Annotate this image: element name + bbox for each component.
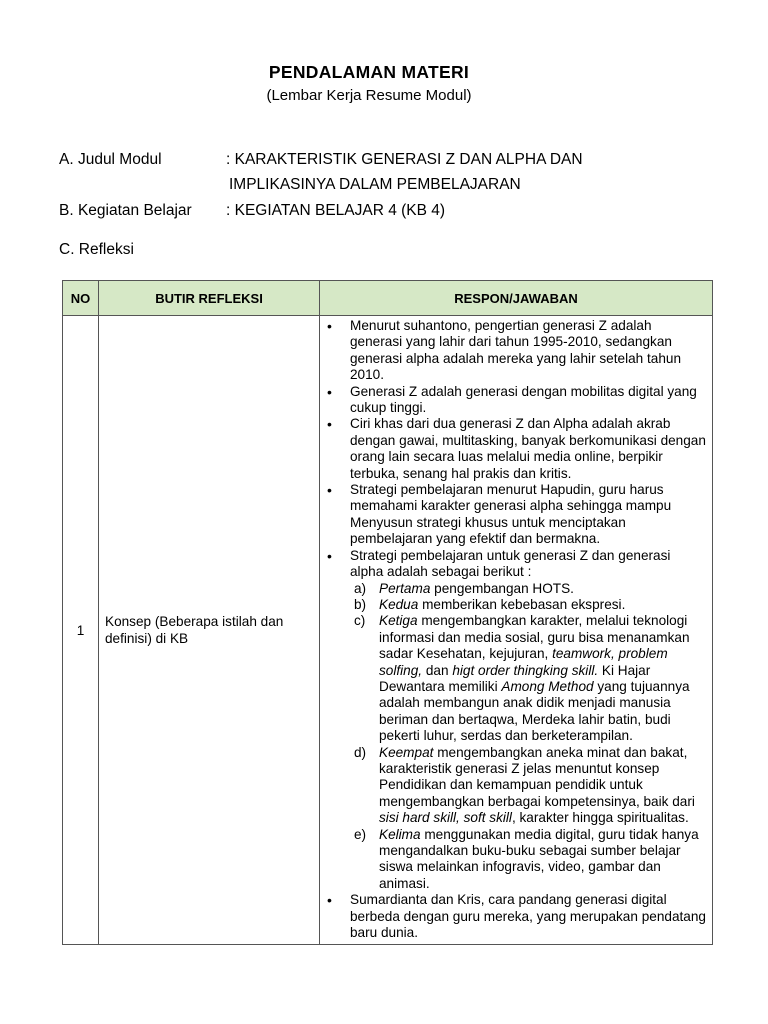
sub-marker: b) xyxy=(354,596,367,612)
respon-list xyxy=(324,318,706,941)
judul-modul-label: A. Judul Modul xyxy=(59,151,162,168)
strategi-sublist xyxy=(350,581,706,893)
table-header-row xyxy=(63,281,713,316)
table-row xyxy=(63,316,713,945)
sub-marker: c) xyxy=(354,613,366,629)
sub-emphasis: Keempat xyxy=(379,744,434,760)
sub-item-a xyxy=(354,581,706,597)
sub-emphasis: higt order thingking skill. xyxy=(452,662,599,678)
sub-text: Ki Hajar Dewantara memiliki xyxy=(379,662,651,694)
judul-modul-row xyxy=(59,151,583,169)
list-item-strategi xyxy=(324,548,706,893)
sub-emphasis: teamwork, problem solfing, xyxy=(379,646,668,678)
sub-text: memberikan kebebasan ekspresi. xyxy=(418,596,626,612)
page-title: PENDALAMAN MATERI xyxy=(268,62,470,82)
sub-marker: d) xyxy=(354,744,367,760)
sub-text: mengembangkan karakter, melalui teknologi informasi dan media sosial, guru bisa menanamkan sadar Kesehatan, kejujuran, xyxy=(379,613,690,662)
sub-text: , karakter hingga spiritualitas. xyxy=(511,810,689,826)
list-item: • Sumardianta dan Kris, cara pandang generasi digital berbeda dengan guru mereka, yang merupakan pendatang baru dunia. xyxy=(324,892,706,941)
sub-text: yang tujuannya adalah membangun anak didik menjadi manusia beriman dan bertaqwa, Merdeka lahir batin, budi pekerti luhur, serdas dan berketerampilan. xyxy=(379,678,690,744)
strategi-intro: Strategi pembelajaran untuk generasi Z dan generasi alpha adalah sebagai berikut : xyxy=(350,547,671,580)
kegiatan-belajar-row xyxy=(59,202,446,220)
header-butir: BUTIR REFLEKSI xyxy=(99,281,320,316)
refleksi-table xyxy=(62,280,713,945)
judul-modul-value: : KARAKTERISTIK GENERASI Z DAN ALPHA DAN xyxy=(226,151,583,168)
judul-modul-value-cont: IMPLIKASINYA DALAM PEMBELAJARAN xyxy=(229,176,521,193)
row-number: 1 xyxy=(63,316,99,945)
header-no: NO xyxy=(63,281,99,316)
list-item: • Menurut suhantono, pengertian generasi Z adalah generasi yang lahir dari tahun 1995-2010, sedangkan generasi alpha adalah mereka yang lahir setelah tahun 2010. xyxy=(324,318,706,384)
sub-item-e xyxy=(354,827,706,893)
sub-text: mengembangkan aneka minat dan bakat, karakteristik generasi Z jelas menuntut konsep Pendidikan dan kemampuan pendidik untuk mengembangkan berbagai kompetensinya, baik dari xyxy=(379,744,695,809)
sub-emphasis: Ketiga xyxy=(379,613,418,629)
sub-item-b xyxy=(354,597,706,613)
sub-item-d xyxy=(354,745,706,827)
row-respon xyxy=(320,316,713,945)
list-item: • Strategi pembelajaran menurut Hapudin, guru harus memahami karakter generasi alpha sehingga mampu Menyusun strategi khusus untuk menciptakan pembelajaran yang efektif dan bermakna. xyxy=(324,482,706,548)
list-item: • Ciri khas dari dua generasi Z dan Alpha adalah akrab dengan gawai, multitasking, banyak berkomunikasi dengan orang lain secara luas melalui media online, berpikir terbuka, senang hal prakis dan kritis. xyxy=(324,416,706,482)
row-butir: Konsep (Beberapa istilah dan definisi) di KB xyxy=(99,316,320,945)
header-respon: RESPON/JAWABAN xyxy=(320,281,713,316)
refleksi-row xyxy=(59,241,134,259)
page-subtitle: (Lembar Kerja Resume Modul) xyxy=(266,87,472,104)
sub-text: menggunakan media digital, guru tidak hanya mengandalkan buku-buku sebagai sumber belajar siswa melainkan infogravis, video, gambar dan animasi. xyxy=(379,826,699,891)
kegiatan-belajar-value: : KEGIATAN BELAJAR 4 (KB 4) xyxy=(226,202,446,219)
sub-emphasis: Kedua xyxy=(379,596,419,612)
sub-text: pengembangan HOTS. xyxy=(430,580,574,596)
sub-item-c xyxy=(354,613,706,744)
sub-emphasis: Pertama xyxy=(379,580,431,596)
sub-emphasis: Among Method xyxy=(501,678,594,694)
sub-marker: e) xyxy=(354,826,367,842)
sub-emphasis: Kelima xyxy=(379,826,421,842)
kegiatan-belajar-label: B. Kegiatan Belajar xyxy=(59,202,192,219)
sub-marker: a) xyxy=(354,580,367,596)
sub-text: dan xyxy=(422,662,453,678)
refleksi-label: C. Refleksi xyxy=(59,241,134,258)
sub-emphasis: sisi hard skill, soft skill xyxy=(379,810,512,826)
list-item: • Generasi Z adalah generasi dengan mobilitas digital yang cukup tinggi. xyxy=(324,384,706,417)
